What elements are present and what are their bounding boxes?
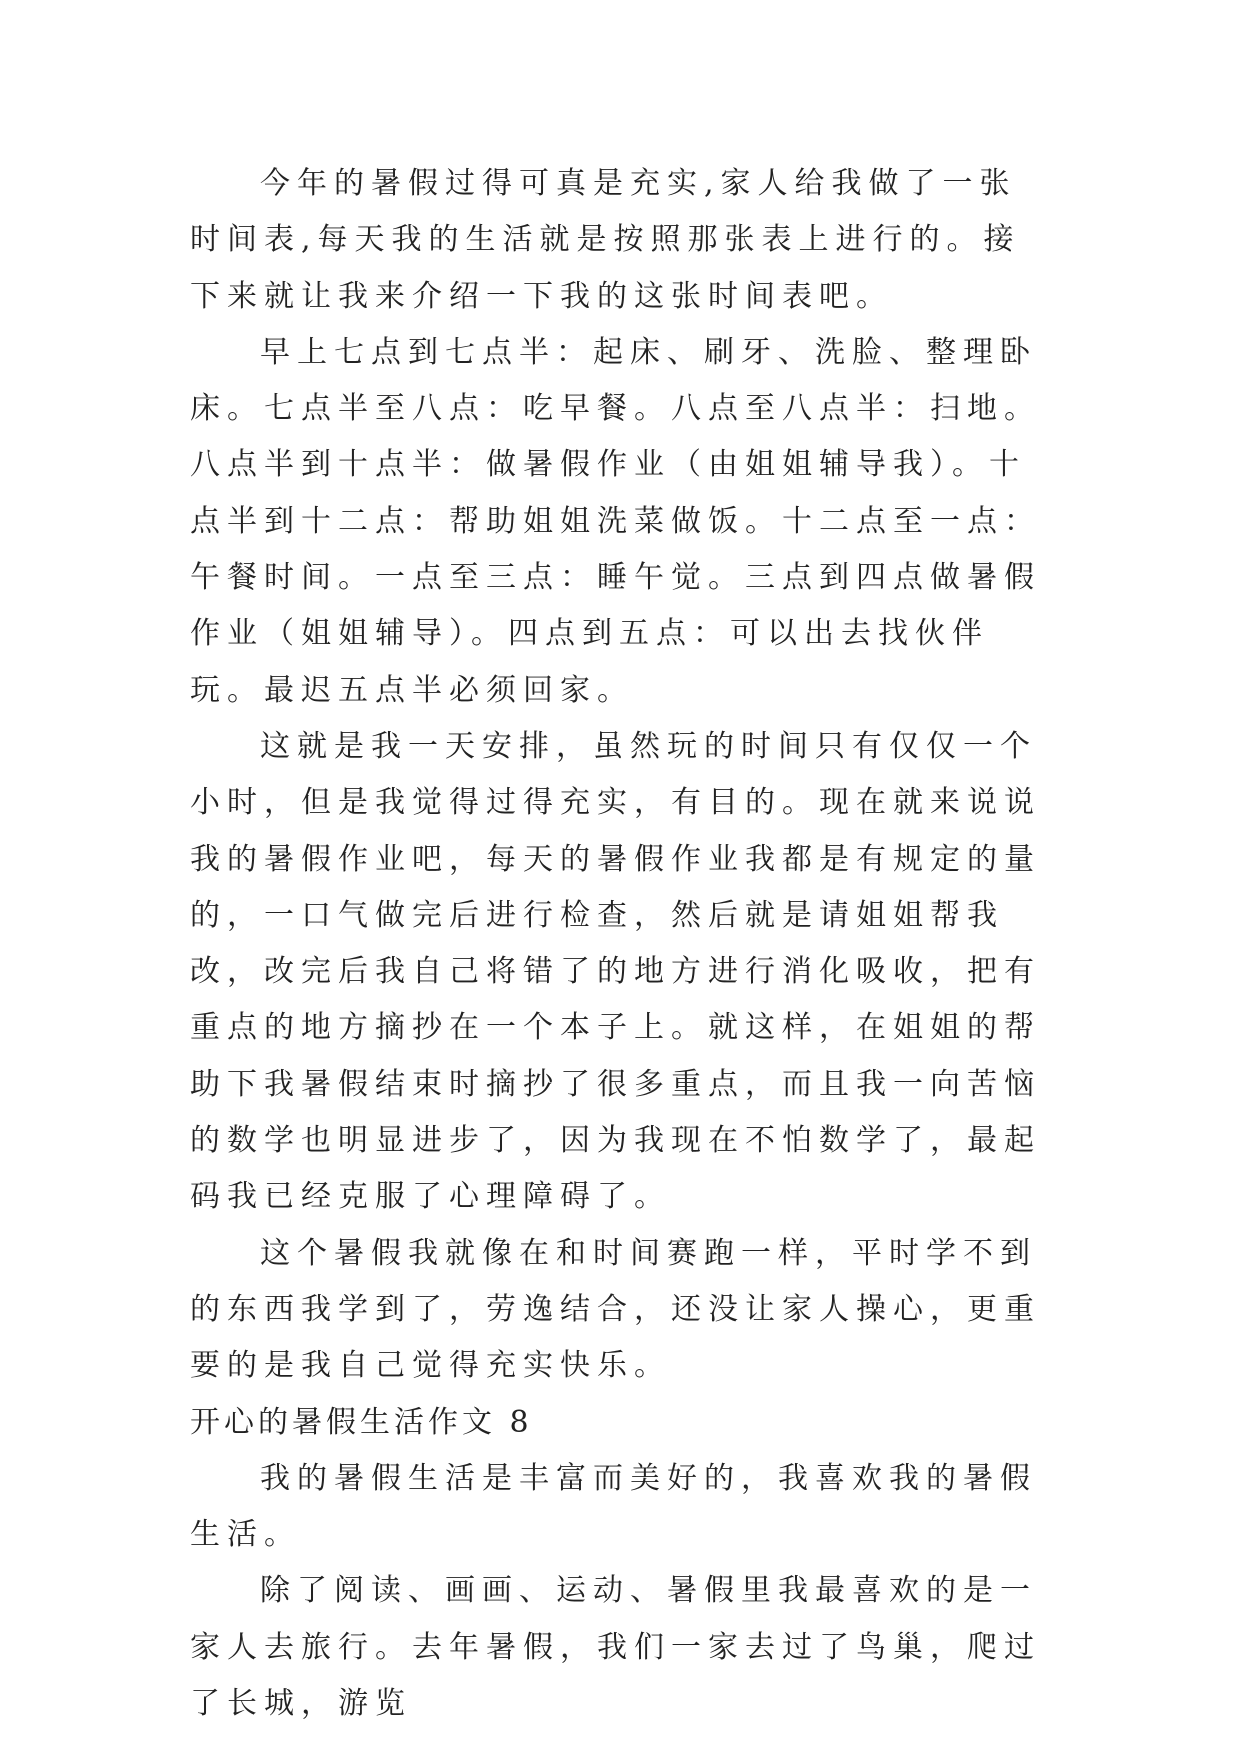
paragraph-travel: 除了阅读、画画、运动、暑假里我最喜欢的是一家人去旅行。去年暑假，我们一家去过了鸟巢，爬过了长城，游览 — [190, 1573, 1041, 1722]
paragraph-daily-schedule: 早上七点到七点半：起床、刷牙、洗脸、整理卧床。七点半至八点：吃早餐。八点至八点半：扫地。八点半到十点半：做暑假作业（由姐姐辅导我）。十点半到十二点：帮助姐姐洗菜做饭。十二点至一点：午餐时间。一点至三点：睡午觉。三点到四点做暑假作业（姐姐辅导）。四点到五点：可以出去找伙伴玩。最迟五点半必须回家。 — [190, 334, 1041, 708]
section-heading: 开心的暑假生活作文 8 — [190, 1404, 533, 1440]
paragraph-homework: 这就是我一天安排，虽然玩的时间只有仅仅一个小时，但是我觉得过得充实，有目的。现在就来说说我的暑假作业吧，每天的暑假作业我都是有规定的量的，一口气做完后进行检查，然后就是请姐姐帮我改，改完后我自己将错了的地方进行消化吸收，把有重点的地方摘抄在一个本子上。就这样，在姐姐的帮助下我暑假结束时摘抄了很多重点，而且我一向苦恼的数学也明显进步了，因为我现在不怕数学了，最起码我已经克服了心理障碍了。 — [190, 728, 1041, 1215]
paragraph-timetable-intro: 今年的暑假过得可真是充实,家人给我做了一张时间表,每天我的生活就是按照那张表上进行的。接下来就让我来介绍一下我的这张时间表吧。 — [190, 166, 1021, 314]
paragraph-summer-life: 我的暑假生活是丰富而美好的，我喜欢我的暑假生活。 — [190, 1460, 1037, 1553]
document-body — [190, 156, 1050, 1732]
paragraph-summary: 这个暑假我就像在和时间赛跑一样，平时学不到的东西我学到了，劳逸结合，还没让家人操心，更重要的是我自己觉得充实快乐。 — [190, 1235, 1041, 1384]
